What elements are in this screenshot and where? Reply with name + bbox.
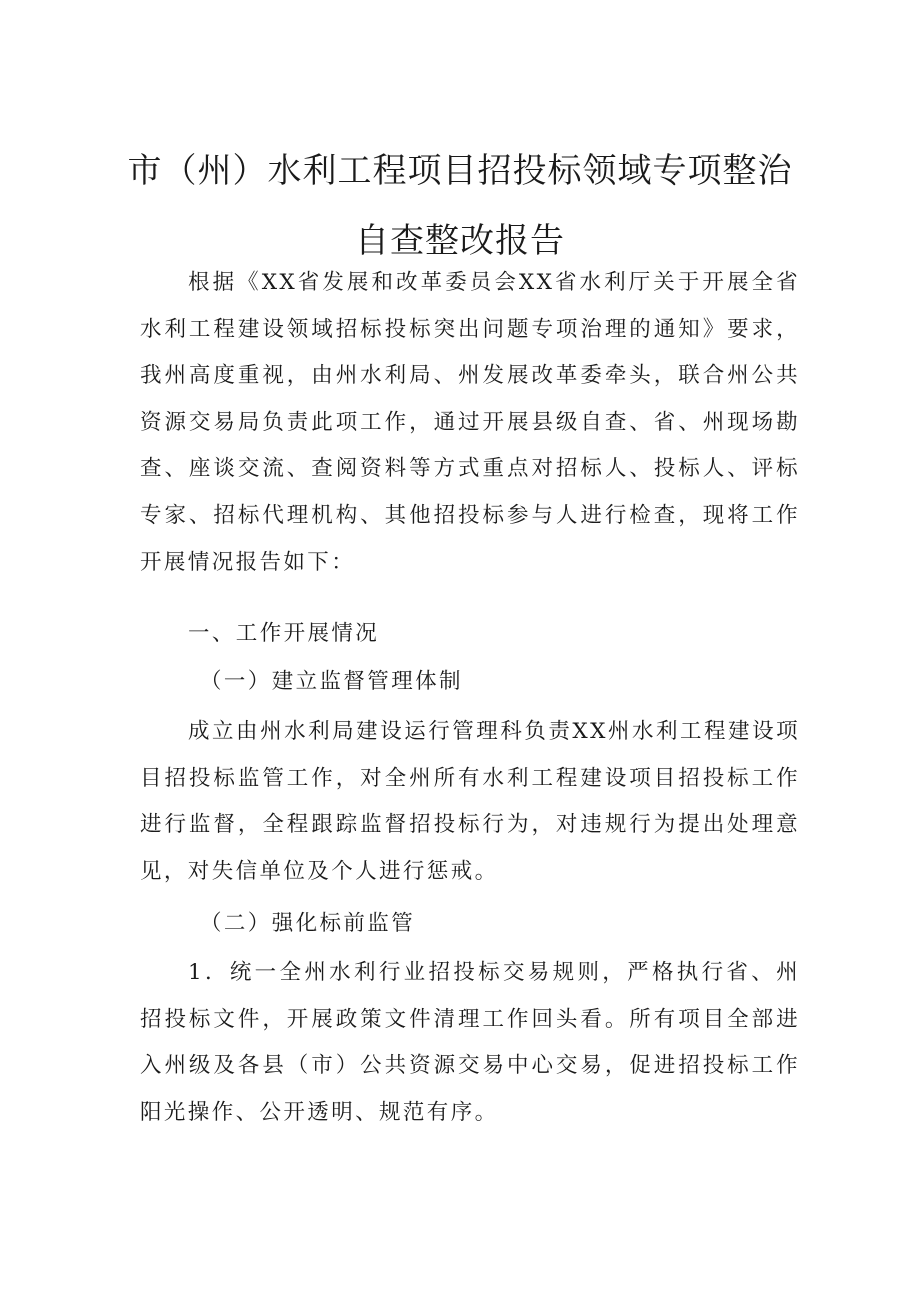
paragraph-pre-bid-supervision: 1．统一全州水利行业招投标交易规则，严格执行省、州招投标文件，开展政策文件清理工作回头看。所有项目全部进入州级及各县（市）公共资源交易中心交易，促进招投标工作阳光操作、公开透明、规范有序。 [140,960,800,1125]
document-title-line-1: 市（州）水利工程项目招投标领域专项整治 [127,151,793,191]
paragraph-supervision-system: 成立由州水利局建设运行管理科负责XX州水利工程建设项目招投标监管工作，对全州所有水利工程建设项目招投标工作进行监督，全程跟踪监督招投标行为，对违规行为提出处理意见，对失信单位及个人进行惩戒。 [140,719,800,884]
intro-paragraph: 根据《XX省发展和改革委员会XX省水利厅关于开展全省水利工程建设领域招标投标突出问题专项治理的通知》要求，我州高度重视，由州水利局、州发展改革委牵头，联合州公共资源交易局负责此项工作，通过开展县级自查、省、州现场勘查、座谈交流、查阅资料等方式重点对招标人、投标人、评标专家、招标代理机构、其他招投标参与人进行检查，现将工作开展情况报告如下： [140,270,800,575]
section-heading-1: 一、工作开展情况 [188,621,380,646]
subsection-heading-1: （一）建立监督管理体制 [200,669,463,694]
document-title-line-2: 自查整改报告 [355,221,565,261]
subsection-heading-2: （二）强化标前监管 [200,911,416,936]
